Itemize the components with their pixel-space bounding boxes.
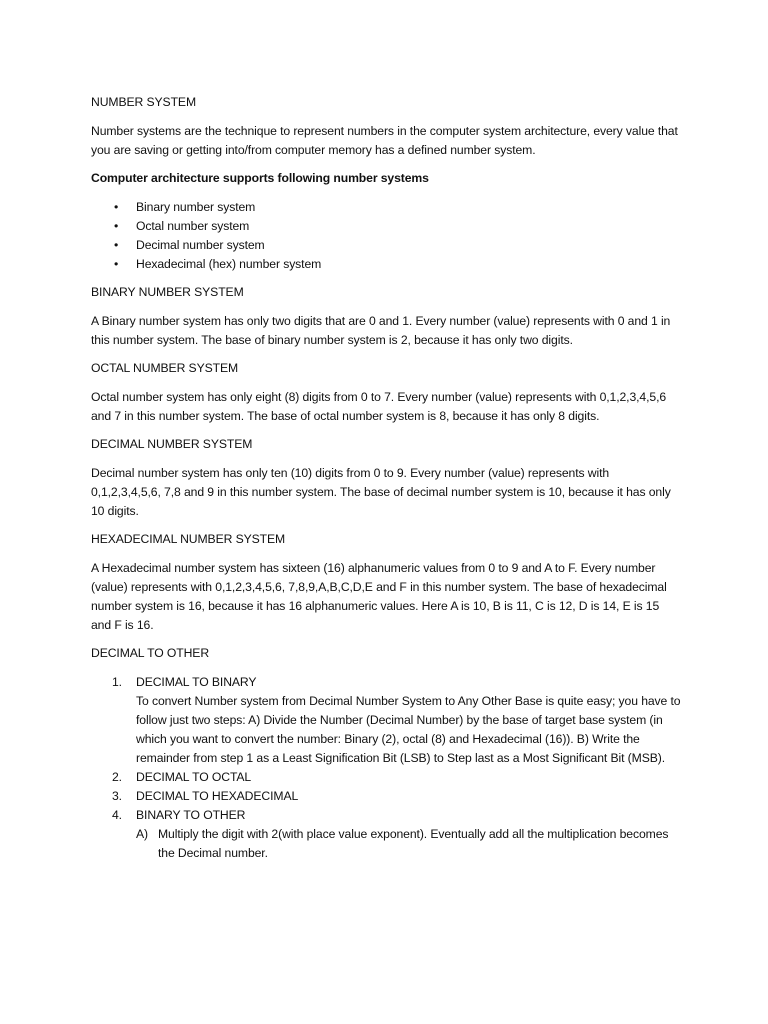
conversion-steps-list bbox=[91, 673, 682, 863]
step-title: DECIMAL TO OCTAL bbox=[136, 769, 252, 784]
list-item-text: Hexadecimal (hex) number system bbox=[136, 256, 322, 271]
bullet-icon: • bbox=[114, 199, 119, 214]
octal-heading: OCTAL NUMBER SYSTEM bbox=[91, 361, 239, 375]
list-item bbox=[91, 806, 682, 863]
hexadecimal-paragraph: A Hexadecimal number system has sixteen (16) alphanumeric values from 0 to 9 and A to F. Every number (value) represents with 0,1,2,3,4,5,6, 7,8,9,A,B,C,D,E and F in this number system. The base of hexadecimal number system is 16, because it has 16 alphanumeric values. Here A is 10, B is 11, C is 12, D is 14, E is 15 and F is 16. bbox=[91, 560, 667, 632]
binary-heading: BINARY NUMBER SYSTEM bbox=[91, 285, 244, 299]
list-number: 4. bbox=[112, 807, 122, 822]
step-detail: To convert Number system from Decimal Number System to Any Other Base is quite easy; you have to follow just two steps: A) Divide the Number (Decimal Number) by the base of target base system (in which you want to convert the number: Binary (2), octal (8) and Hexadecimal (16)). B) Write the remainder from step 1 as a Least Signification Bit (LSB) to Step last as a Most Significant Bit (MSB). bbox=[136, 693, 681, 765]
step-title: DECIMAL TO HEXADECIMAL bbox=[136, 788, 299, 803]
number-systems-list bbox=[91, 198, 682, 274]
document-title: NUMBER SYSTEM bbox=[91, 95, 197, 109]
list-letter: A) bbox=[136, 826, 148, 841]
decimal-paragraph: Decimal number system has only ten (10) digits from 0 to 9. Every number (value) represents with 0,1,2,3,4,5,6, 7,8 and 9 in this number system. The base of decimal number system is 10, because it has only 10 digits. bbox=[91, 465, 671, 518]
list-item bbox=[91, 673, 682, 768]
bullet-icon: • bbox=[114, 237, 119, 252]
bullet-icon: • bbox=[114, 256, 119, 271]
list-item bbox=[91, 217, 682, 236]
list-item bbox=[136, 825, 682, 863]
supports-heading: Computer architecture supports following number systems bbox=[91, 171, 429, 185]
list-item bbox=[91, 236, 682, 255]
step-title: DECIMAL TO BINARY bbox=[136, 674, 257, 689]
intro-paragraph: Number systems are the technique to represent numbers in the computer system architecture, every value that you are saving or getting into/from computer memory has a defined number system. bbox=[91, 123, 678, 157]
bullet-icon: • bbox=[114, 218, 119, 233]
list-item bbox=[91, 787, 682, 806]
binary-to-other-sublist bbox=[136, 825, 682, 863]
list-number: 2. bbox=[112, 769, 122, 784]
list-number: 1. bbox=[112, 674, 122, 689]
list-item bbox=[91, 198, 682, 217]
list-item bbox=[91, 768, 682, 787]
list-item-text: Octal number system bbox=[136, 218, 250, 233]
list-item bbox=[91, 255, 682, 274]
step-title: BINARY TO OTHER bbox=[136, 807, 246, 822]
list-item-text: Binary number system bbox=[136, 199, 256, 214]
decimal-heading: DECIMAL NUMBER SYSTEM bbox=[91, 437, 253, 451]
hexadecimal-heading: HEXADECIMAL NUMBER SYSTEM bbox=[91, 532, 286, 546]
decimal-to-other-heading: DECIMAL TO OTHER bbox=[91, 646, 210, 660]
octal-paragraph: Octal number system has only eight (8) digits from 0 to 7. Every number (value) represents with 0,1,2,3,4,5,6 and 7 in this number system. The base of octal number system is 8, because it has only 8 digits. bbox=[91, 389, 667, 423]
list-number: 3. bbox=[112, 788, 122, 803]
sub-step-text: Multiply the digit with 2(with place value exponent). Eventually add all the multiplication becomes the Decimal number. bbox=[158, 826, 669, 860]
binary-paragraph: A Binary number system has only two digits that are 0 and 1. Every number (value) represents with 0 and 1 in this number system. The base of binary number system is 2, because it has only two digits. bbox=[91, 313, 671, 347]
list-item-text: Decimal number system bbox=[136, 237, 265, 252]
